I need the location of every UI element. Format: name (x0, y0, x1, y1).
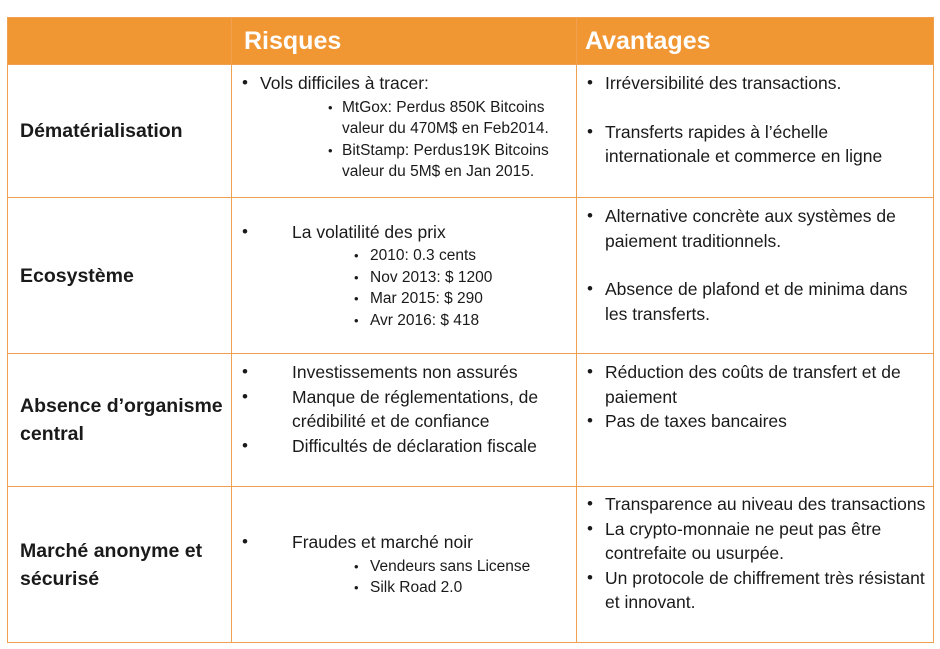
list-item: • Transparence au niveau des transactions (577, 492, 933, 517)
table-row (8, 65, 934, 198)
table-row (8, 354, 934, 487)
sub-list-item: • Silk Road 2.0 (292, 577, 576, 599)
avantages-cell (577, 354, 934, 487)
list-item: • La crypto-monnaie ne peut pas être contrefaite ou usurpée. (577, 517, 933, 566)
sub-list-item: • Nov 2013: $ 1200 (292, 267, 576, 289)
table-row (8, 487, 934, 643)
sub-list-item: • BitStamp: Perdus19K Bitcoins valeur du 5M$ en Jan 2015. (260, 140, 576, 183)
list-item (232, 71, 576, 183)
header-avantages: Avantages (577, 18, 934, 65)
risk-text: Vols difficiles à tracer: (260, 73, 429, 93)
avantages-cell (577, 487, 934, 643)
comparison-table (7, 17, 934, 643)
sub-list-item: • Vendeurs sans License (292, 556, 576, 578)
list-item: • Alternative concrète aux systèmes de paiement traditionnels. (577, 204, 933, 253)
list-item: • Pas de taxes bancaires (577, 409, 933, 434)
list-item: • Un protocole de chiffrement très résistant et innovant. (577, 566, 933, 615)
list-item: • Transferts rapides à l’échelle internationale et commerce en ligne (577, 120, 933, 169)
risques-cell (232, 198, 577, 354)
sub-list-item: • MtGox: Perdus 850K Bitcoins valeur du 470M$ en Feb2014. (260, 97, 576, 140)
list-item (232, 220, 576, 332)
header-row (8, 18, 934, 65)
header-empty-cell (8, 18, 232, 65)
header-risques: Risques (232, 18, 577, 65)
risques-cell (232, 65, 577, 198)
risques-cell (232, 354, 577, 487)
list-item: • Réduction des coûts de transfert et de paiement (577, 360, 933, 409)
row-category: Marché anonyme et sécurisé (8, 487, 232, 643)
list-item: • Absence de plafond et de minima dans les transferts. (577, 277, 933, 326)
list-item: • Irréversibilité des transactions. (577, 71, 933, 96)
avantages-cell (577, 65, 934, 198)
risk-text: La volatilité des prix (292, 221, 446, 242)
row-category: Ecosystème (8, 198, 232, 354)
risk-text: Fraudes et marché noir (292, 532, 473, 553)
table-row (8, 198, 934, 354)
list-item: • Investissements non assurés (232, 360, 576, 385)
sub-list-item: • Mar 2015: $ 290 (292, 288, 576, 310)
avantages-cell (577, 198, 934, 354)
list-item: • Manque de réglementations, de crédibilité et de confiance (232, 385, 576, 434)
risques-cell (232, 487, 577, 643)
list-item (232, 530, 576, 599)
row-category: Absence d’organisme central (8, 354, 232, 487)
row-category: Dématérialisation (8, 65, 232, 198)
sub-list-item: • 2010: 0.3 cents (292, 245, 576, 267)
sub-list-item: • Avr 2016: $ 418 (292, 310, 576, 332)
list-item: • Difficultés de déclaration fiscale (232, 434, 576, 459)
